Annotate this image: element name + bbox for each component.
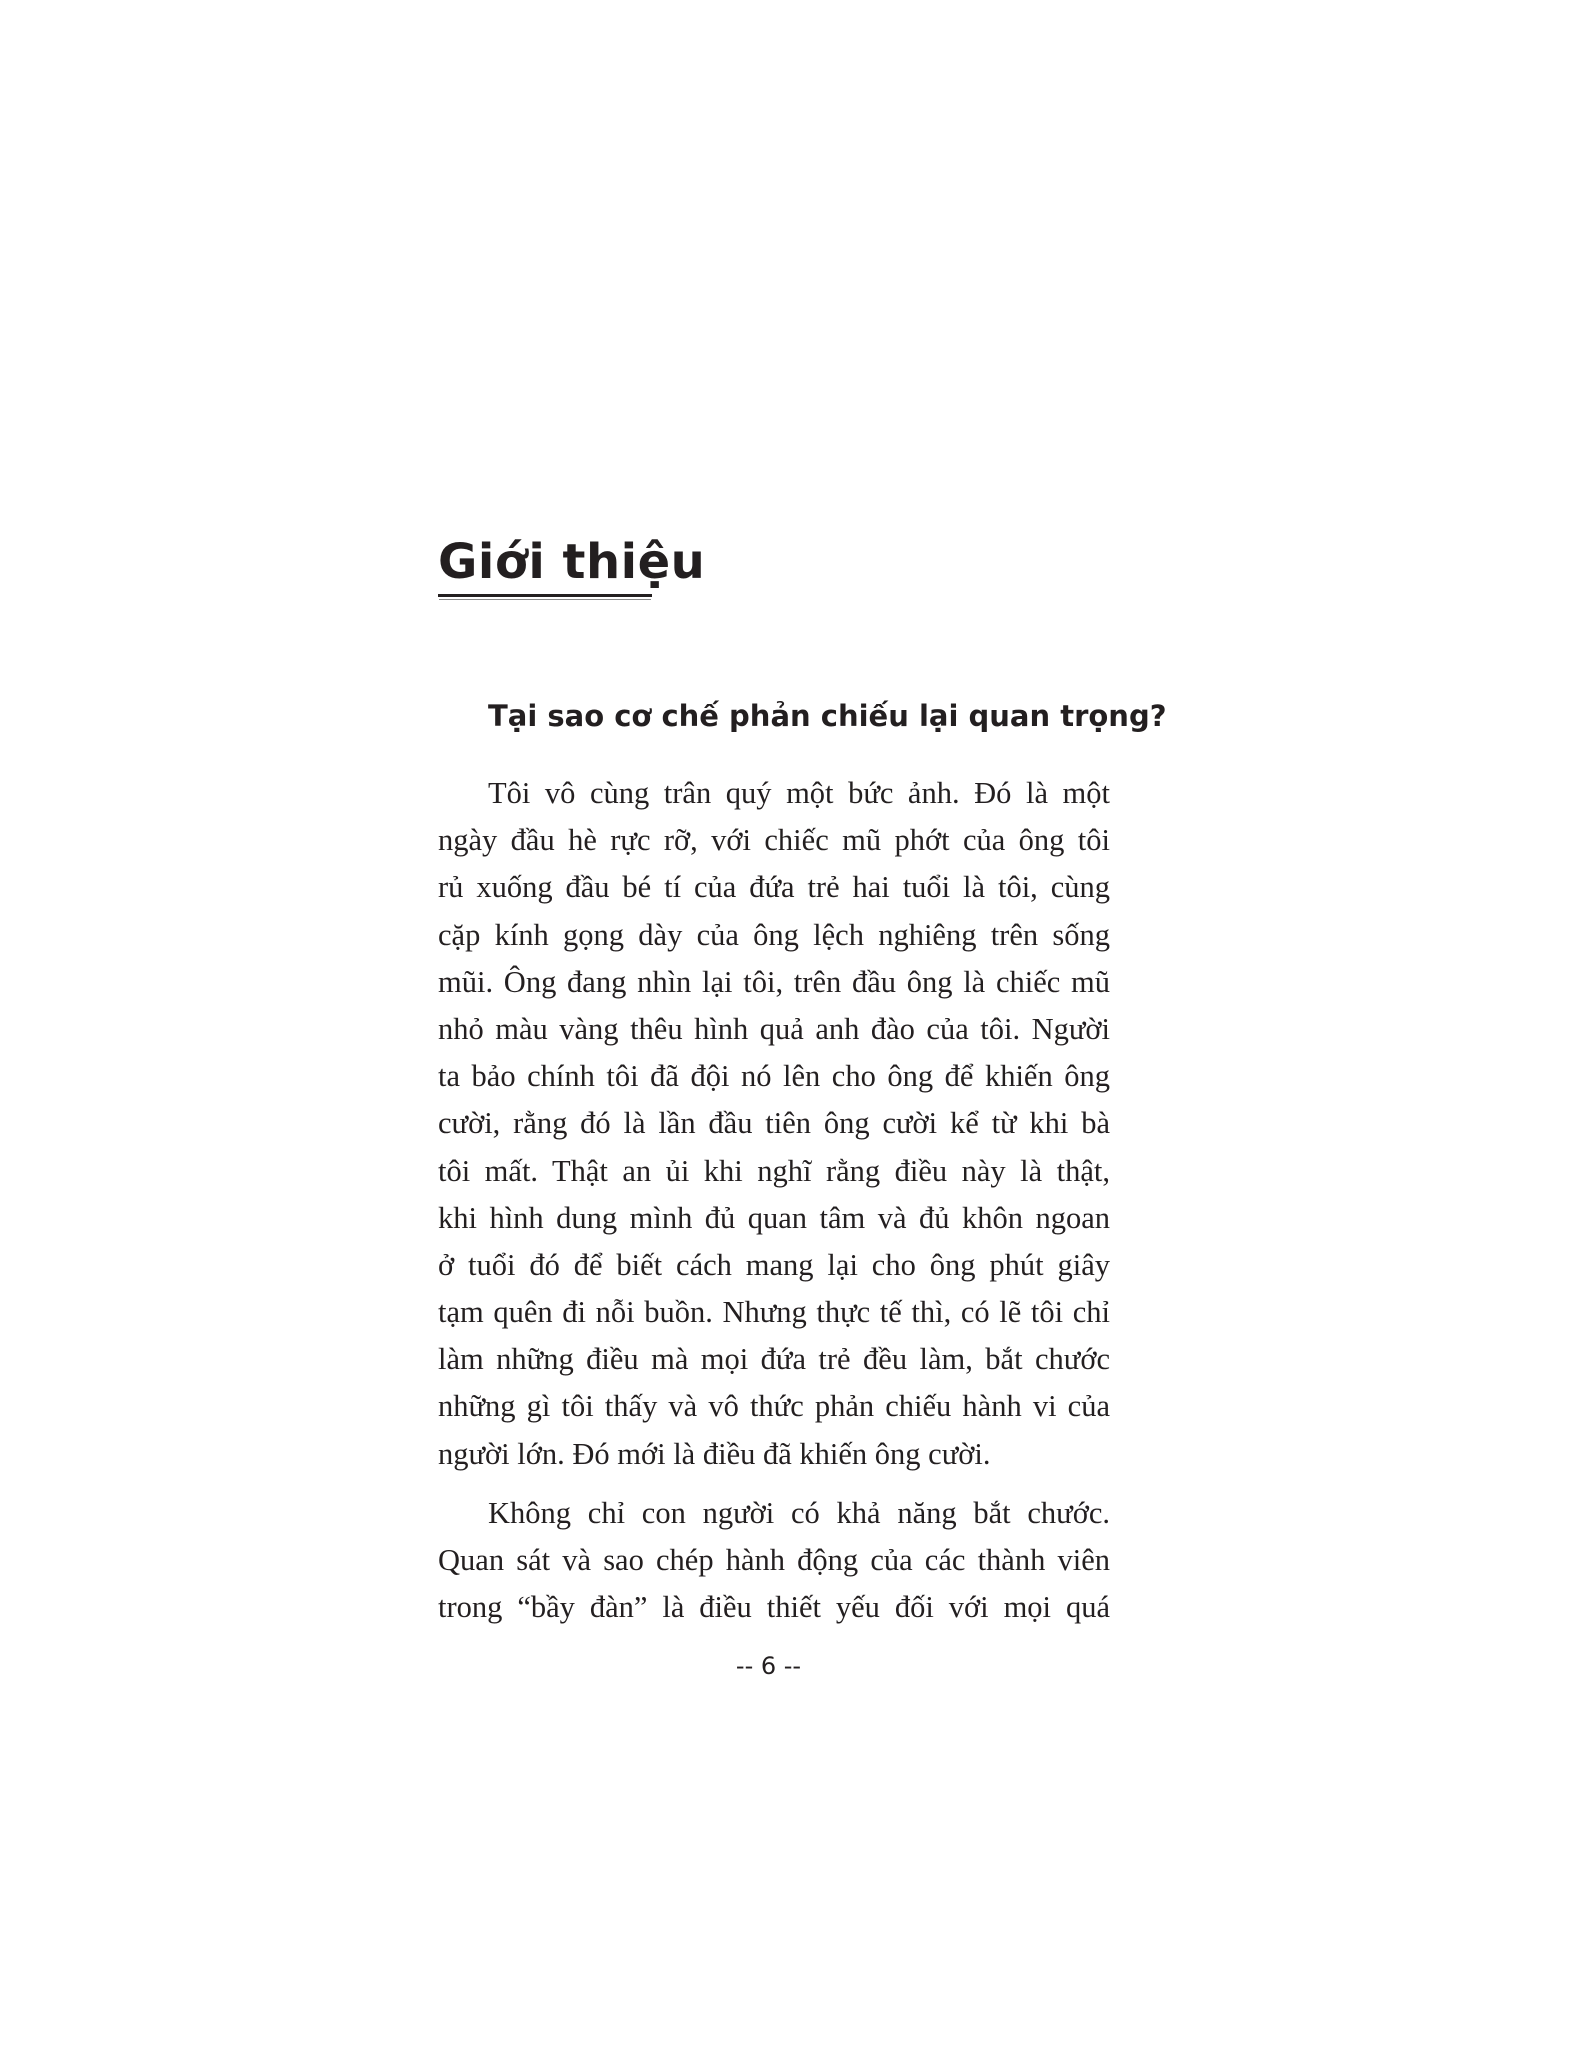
paragraph-line: cười, rằng đó là lần đầu tiên ông cười kể từ khi bà <box>438 1106 1110 1141</box>
paragraph-line: mũi. Ông đang nhìn lại tôi, trên đầu ông là chiếc mũ <box>438 964 1110 999</box>
paragraph-line: trong “bầy đàn” là điều thiết yếu đối với mọi quá <box>438 1590 1110 1625</box>
paragraph-line: cặp kính gọng dày của ông lệch nghiêng trên sống <box>438 917 1110 952</box>
paragraph-line: rủ xuống đầu bé tí của đứa trẻ hai tuổi là tôi, cùng <box>438 870 1110 905</box>
paragraph-line: khi hình dung mình đủ quan tâm và đủ khôn ngoan <box>438 1200 1110 1235</box>
paragraph-line: nhỏ màu vàng thêu hình quả anh đào của tôi. Người <box>438 1011 1110 1046</box>
title-underline <box>438 594 652 597</box>
paragraph-line: ngày đầu hè rực rỡ, với chiếc mũ phớt của ông tôi <box>438 823 1110 858</box>
paragraph-line: làm những điều mà mọi đứa trẻ đều làm, bắt chước <box>438 1342 1110 1377</box>
section-heading: Tại sao cơ chế phản chiếu lại quan trọng? <box>488 699 1167 733</box>
paragraph-line: ở tuổi đó để biết cách mang lại cho ông phút giây <box>438 1247 1110 1282</box>
chapter-title: Giới thiệu <box>438 534 706 590</box>
paragraph-line: tôi mất. Thật an ủi khi nghĩ rằng điều này là thật, <box>438 1153 1110 1188</box>
paragraph-line: Không chỉ con người có khả năng bắt chước. <box>488 1495 1110 1530</box>
paragraph-line: Quan sát và sao chép hành động của các thành viên <box>438 1543 1110 1577</box>
paragraph-line: người lớn. Đó mới là điều đã khiến ông cười. <box>438 1436 991 1471</box>
page-number: -- 6 -- <box>735 1652 802 1680</box>
paragraph-spacer <box>438 1478 1110 1490</box>
paragraph-line: ta bảo chính tôi đã đội nó lên cho ông để khiến ông <box>438 1059 1110 1094</box>
paragraph-line: những gì tôi thấy và vô thức phản chiếu hành vi của <box>438 1389 1110 1424</box>
paragraph-line: Tôi vô cùng trân quý một bức ảnh. Đó là một <box>488 776 1110 810</box>
paragraph-line: tạm quên đi nỗi buồn. Nhưng thực tế thì, có lẽ tôi chỉ <box>438 1295 1110 1330</box>
body-text <box>438 770 1110 1631</box>
paragraph-2 <box>438 1490 1110 1632</box>
paragraph-1 <box>438 770 1110 1478</box>
